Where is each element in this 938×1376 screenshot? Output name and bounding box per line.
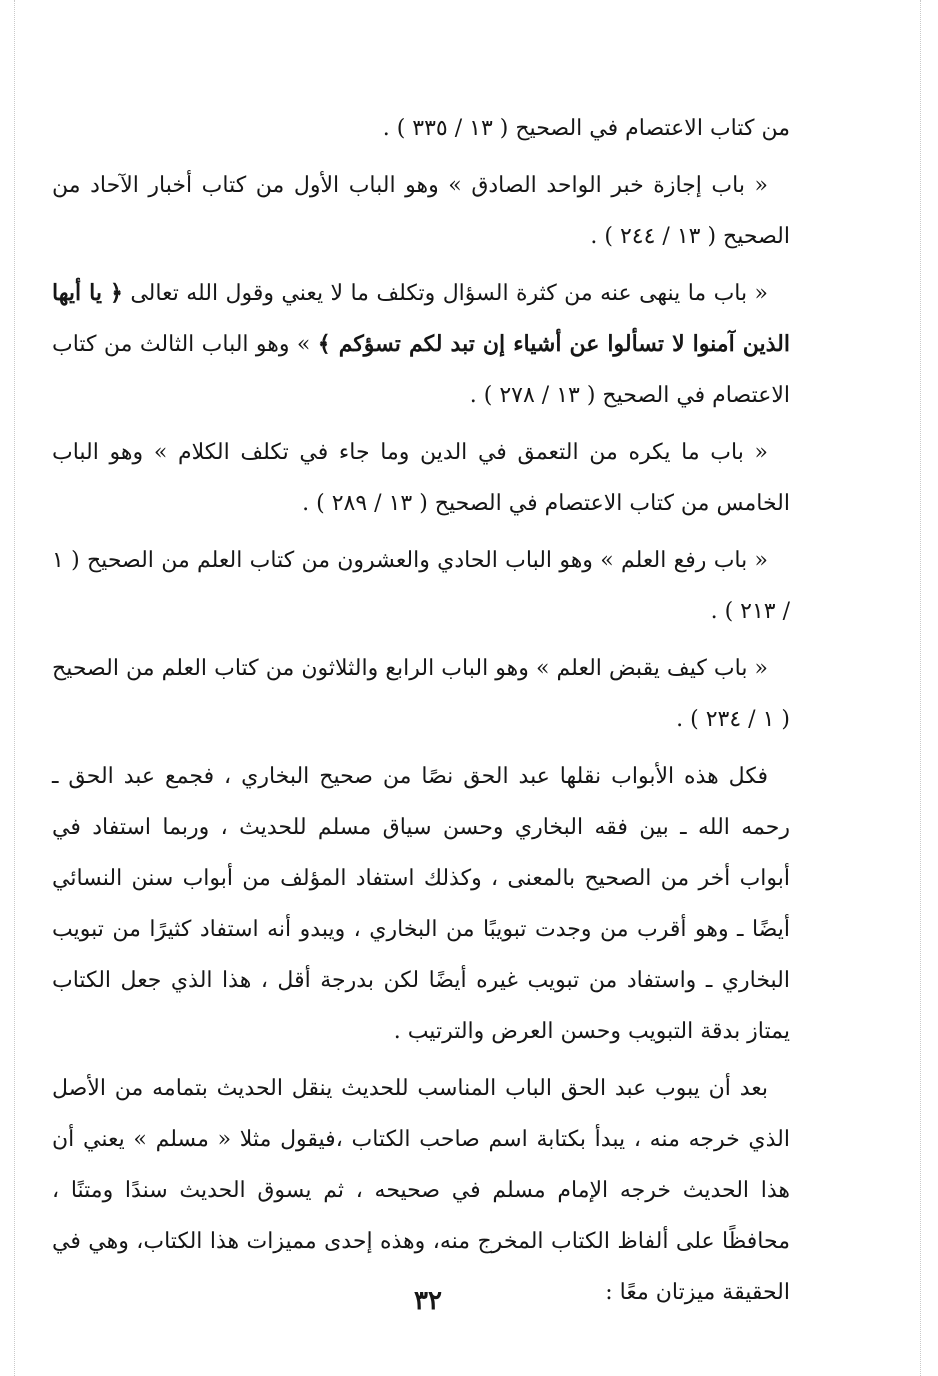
scan-edge-line-right — [920, 0, 921, 1376]
paragraph-6 — [52, 643, 790, 745]
paragraph-3 — [52, 268, 790, 421]
paragraph-2-text: « باب إجازة خبر الواحد الصادق » وهو الباب الأول من كتاب أخبار الآحاد من الصحيح ( ١٣ / ٢٤٤ ) . — [52, 173, 790, 249]
body-text — [52, 103, 790, 1318]
paragraph-4 — [52, 427, 790, 529]
paragraph-1 — [52, 103, 790, 154]
page-number: ٣٢ — [414, 1286, 442, 1316]
paragraph-5-text: « باب رفع العلم » وهو الباب الحادي والعشرون من كتاب العلم من الصحيح ( ١ / ٢١٣ ) . — [52, 548, 790, 624]
paragraph-7-text: فكل هذه الأبواب نقلها عبد الحق نصًا من صحيح البخاري ، فجمع عبد الحق ـ رحمه الله ـ بين فقه البخاري وحسن سياق مسلم للحديث ، وربما استفاد في أبواب أخر من الصحيح بالمعنى ، وكذلك استفاد المؤلف من أبواب سنن النسائي أيضًا ـ وهو أقرب من وجدت تبويبًا من البخاري ، ويبدو أنه استفاد كثيرًا من تبويب البخاري ـ واستفاد من تبويب غيره أيضًا لكن بدرجة أقل ، هذا الذي جعل الكتاب يمتاز بدقة التبويب وحسن العرض والترتيب . — [52, 764, 790, 1044]
paragraph-6-text: « باب كيف يقبض العلم » وهو الباب الرابع والثلاثون من كتاب العلم من الصحيح ( ١ / ٢٣٤ ) . — [52, 656, 790, 732]
quran-verse-quote: ﴿ يا أيها الذين آمنوا لا تسألوا عن أشياء إن تبد لكم تسؤكم ﴾ — [52, 280, 790, 357]
paragraph-4-text: « باب ما يكره من التعمق في الدين وما جاء في تكلف الكلام » وهو الباب الخامس من كتاب الاعتصام في الصحيح ( ١٣ / ٢٨٩ ) . — [52, 440, 790, 516]
paragraph-3-text-start: « باب ما ينهى عنه من كثرة السؤال وتكلف ما لا يعني وقول الله تعالى — [122, 281, 768, 306]
paragraph-2 — [52, 160, 790, 262]
paragraph-8 — [52, 1063, 790, 1318]
paragraph-7 — [52, 751, 790, 1057]
paragraph-8-text: بعد أن يبوب عبد الحق الباب المناسب للحديث ينقل الحديث بتمامه من الأصل الذي خرجه منه ، يبدأ بكتابة اسم صاحب الكتاب ،فيقول مثلا « مسلم » يعني أن هذا الحديث خرجه الإمام مسلم في صحيحه ، ثم يسوق الحديث سندًا ومتنًا ، محافظًا على ألفاظ الكتاب المخرج منه، وهذه إحدى مميزات هذا الكتاب، وهي في الحقيقة ميزتان معًا : — [52, 1076, 790, 1305]
scan-edge-line-left — [14, 0, 15, 1376]
paragraph-5 — [52, 535, 790, 637]
paragraph-1-text: من كتاب الاعتصام في الصحيح ( ١٣ / ٣٣٥ ) . — [382, 116, 790, 141]
paragraph-3-text-end: » وهو الباب الثالث من كتاب الاعتصام في الصحيح ( ١٣ / ٢٧٨ ) . — [52, 332, 790, 408]
